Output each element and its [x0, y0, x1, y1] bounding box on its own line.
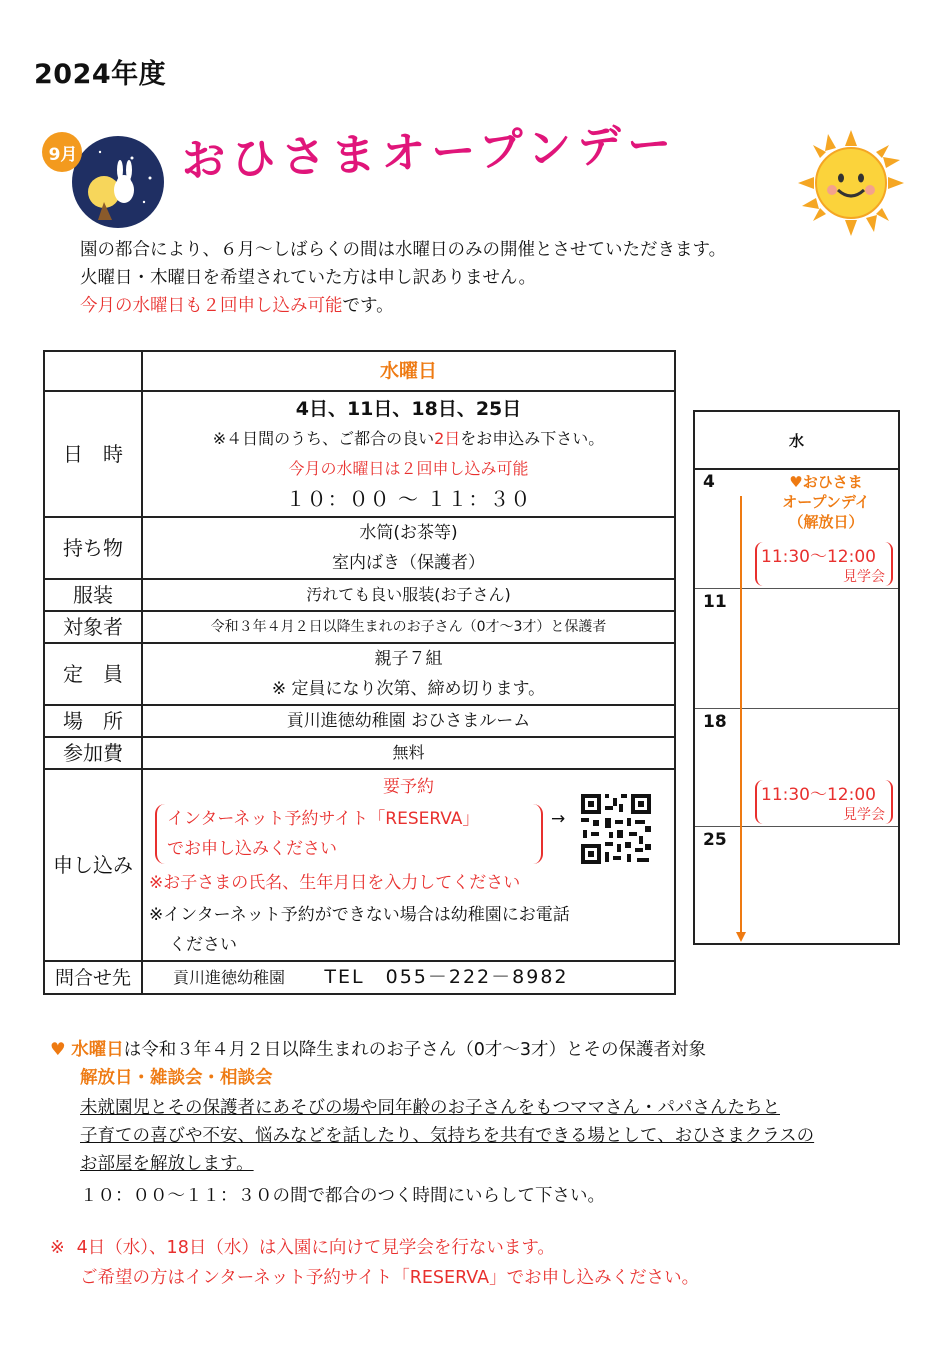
- internet-bracket: [155, 804, 543, 864]
- month-badge: [40, 130, 168, 230]
- place-label: 場 所: [44, 705, 142, 737]
- date-note: ※４日間のうち、ご都合の良い2日をお申込み下さい。: [212, 429, 605, 448]
- calendar-divider: [695, 708, 898, 709]
- capacity-label: 定 員: [44, 643, 142, 705]
- intro-line-2: 火曜日・木曜日を希望されていた方は申し訳ありません。: [80, 268, 537, 288]
- info-table: [43, 350, 676, 995]
- input-name-note: ※お子さまの氏名、生年月日を入力してください: [149, 873, 521, 893]
- page-title: [182, 110, 812, 210]
- visit-time: 11:30～12:00: [761, 547, 876, 567]
- visit-bracket-1: [755, 542, 893, 586]
- intro-line-3: [80, 294, 394, 319]
- title-text: おひさまオープンデー: [182, 118, 679, 187]
- internet-line-2: でお申し込みください: [167, 839, 337, 859]
- calendar-day: 18: [703, 712, 727, 732]
- contact-label: 問合せ先: [44, 961, 142, 994]
- calendar-day: 25: [703, 830, 727, 850]
- apply-label: 申し込み: [44, 769, 142, 961]
- visit-time: 11:30～12:00: [761, 785, 876, 805]
- apply-cell: [142, 769, 675, 961]
- period-arrow-icon: [733, 496, 749, 946]
- heart-icon: ♥: [50, 1040, 66, 1060]
- arrow-icon: →: [551, 809, 566, 829]
- belongings-cell: [142, 517, 675, 579]
- place-cell: 貢川進徳幼稚園 おひさまルーム: [142, 705, 675, 737]
- bottom-line-6: １０：００～１１：３０の間で都合のつく時間にいらして下さい。: [80, 1186, 605, 1206]
- belongings-1: 水筒(お茶等): [359, 523, 458, 543]
- month-label: 9月: [48, 145, 78, 165]
- heart-icon: ♥: [789, 473, 803, 491]
- datetime-label: 日 時: [44, 391, 142, 517]
- intro-tail: です。: [342, 296, 394, 316]
- clothing-label: 服装: [44, 579, 142, 611]
- calendar-divider: [695, 588, 898, 589]
- twice-note: 今月の水曜日は２回申し込み可能: [288, 459, 529, 478]
- internet-line-1: インターネット予約サイト「RESERVA」: [167, 809, 480, 829]
- visit-label: 見学会: [843, 569, 885, 585]
- calendar-header: 水: [788, 432, 804, 450]
- bottom-line-5: お部屋を解放します。: [80, 1154, 254, 1174]
- phone-note-2: ください: [169, 935, 237, 955]
- calendar-day: 4: [703, 472, 715, 492]
- contact-cell: [142, 961, 675, 994]
- contact-name: 貢川進徳幼稚園: [173, 968, 286, 987]
- calendar-divider: [695, 826, 898, 827]
- belongings-2: 室内ばき（保護者）: [332, 553, 485, 573]
- intro-red-text: 今月の水曜日も２回申し込み可能: [80, 296, 343, 316]
- wednesday-highlight: 水曜日: [71, 1040, 124, 1060]
- reservation-required: 要予約: [383, 777, 434, 797]
- fee-cell: 無料: [142, 737, 675, 769]
- sun-icon: [798, 130, 904, 236]
- calendar: [693, 410, 900, 945]
- capacity-1: 親子７組: [374, 649, 443, 669]
- time: １０：００ ～ １１：３０: [285, 487, 532, 511]
- capacity-2: ※ 定員になり次第、締め切ります。: [271, 679, 546, 699]
- visit-bracket-2: [755, 780, 893, 824]
- belongings-label: 持ち物: [44, 517, 142, 579]
- event-label: ♥おひさま オープンデイ （解放日）: [782, 473, 870, 531]
- capacity-cell: [142, 643, 675, 705]
- bottom-line-3: 未就園児とその保護者にあそびの場や同年齢のお子さんをもつママさん・パパさんたちと: [80, 1098, 780, 1118]
- bottom-line-2: 解放日・雑談会・相談会: [80, 1068, 273, 1088]
- calendar-day: 11: [703, 592, 727, 612]
- bottom-line-4: 子育ての喜びや不安、悩みなどを話したり、気持ちを共有できる場として、おひさまクラスの: [80, 1126, 815, 1146]
- fee-label: 参加費: [44, 737, 142, 769]
- year-heading: 2024年度: [34, 59, 167, 90]
- qr-code[interactable]: [579, 792, 653, 866]
- visit-label: 見学会: [843, 807, 885, 823]
- visit-note-2: ご希望の方はインターネット予約サイト「RESERVA」でお申し込みください。: [80, 1268, 700, 1288]
- bottom-line-1: ♥ 水曜日は令和３年４月２日以降生まれのお子さん（0才～3才）とその保護者対象: [50, 1040, 707, 1060]
- table-corner: [44, 351, 142, 391]
- phone-note-1: ※インターネット予約ができない場合は幼稚園にお電話: [149, 905, 570, 925]
- visit-note-1: ※ 4日（水）、18日（水）は入園に向けて見学会を行ないます。: [50, 1238, 555, 1258]
- contact-tel: TEL 055－222－8982: [324, 966, 569, 988]
- wednesday-header: 水曜日: [142, 351, 675, 391]
- clothing-cell: 汚れても良い服装(お子さん): [142, 579, 675, 611]
- target-label: 対象者: [44, 611, 142, 643]
- target-cell: 令和３年４月２日以降生まれのお子さん（0才～3才）と保護者: [142, 611, 675, 643]
- dates: 4日、11日、18日、25日: [295, 398, 522, 420]
- calendar-divider: [695, 468, 898, 470]
- datetime-cell: [142, 391, 675, 517]
- intro-line-1: 園の都合により、６月～しばらくの間は水曜日のみの開催とさせていただきます。: [80, 240, 727, 260]
